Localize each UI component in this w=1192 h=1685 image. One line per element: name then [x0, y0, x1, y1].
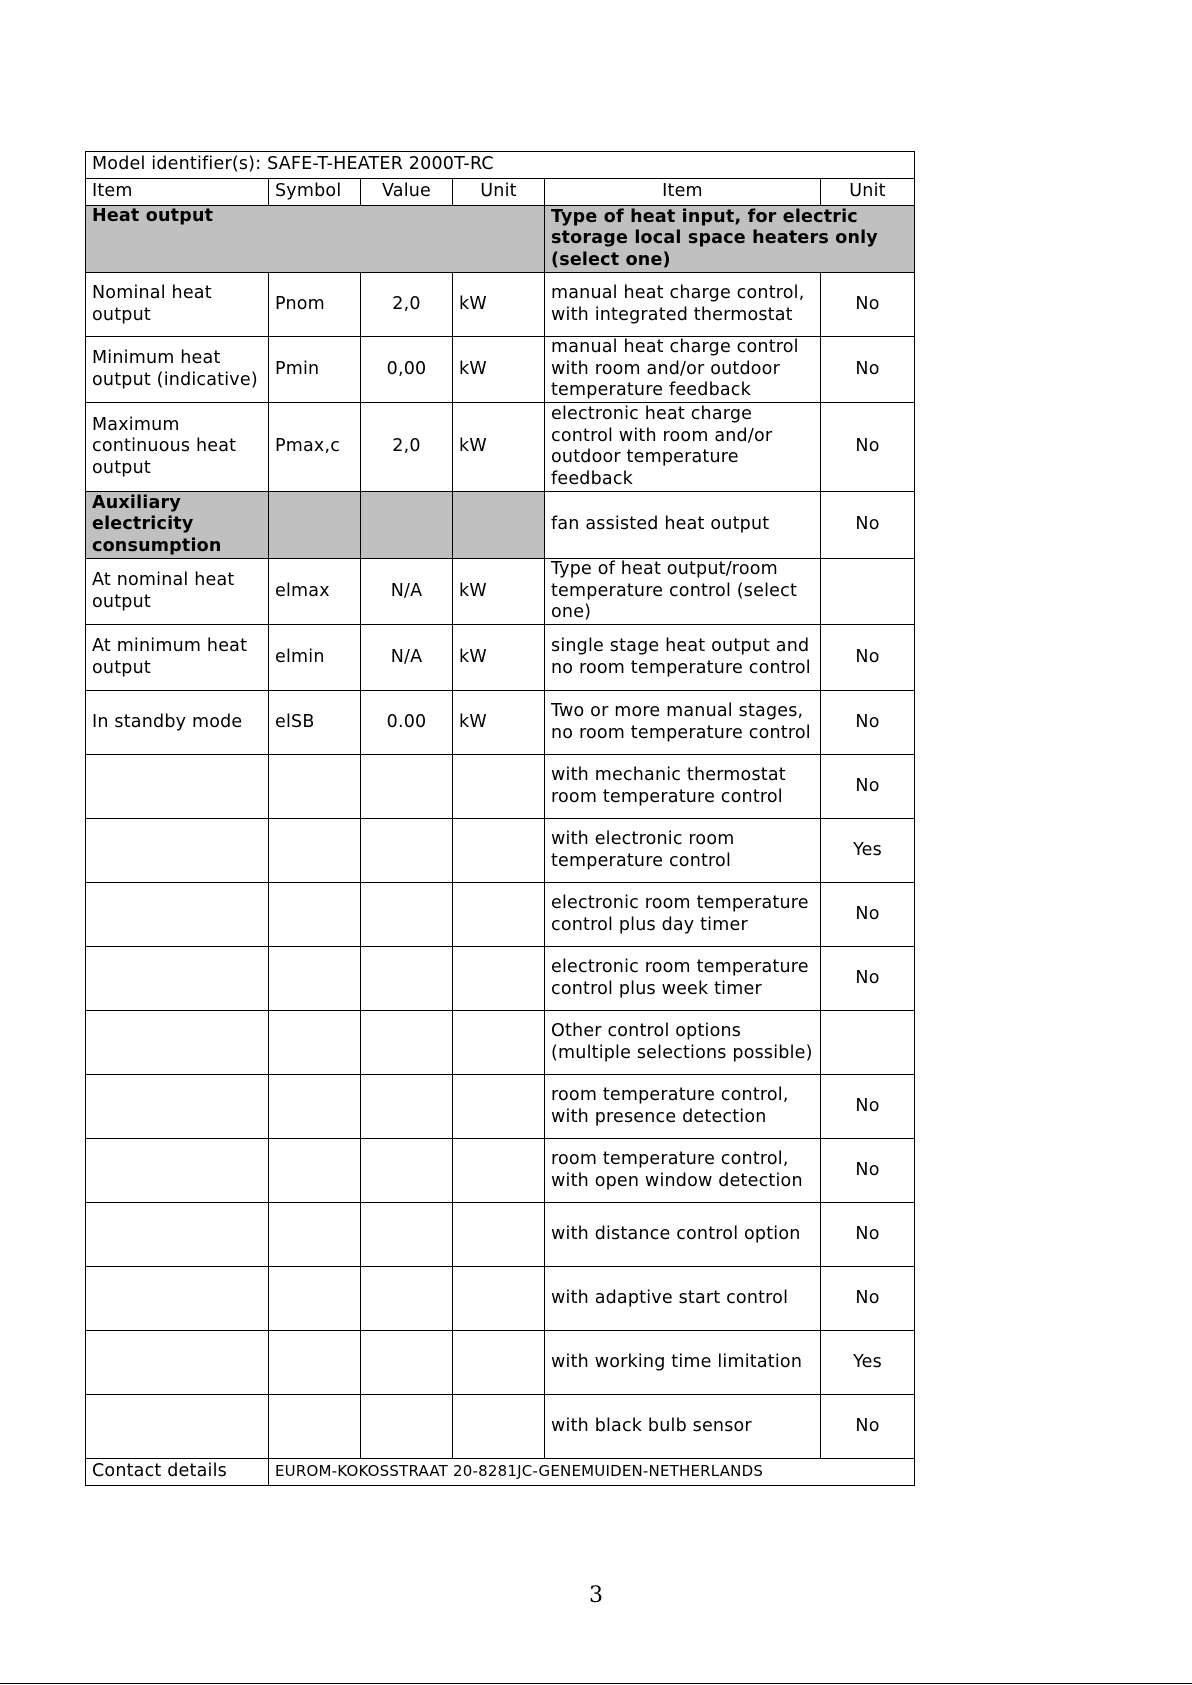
item-cell: At minimum heat output	[86, 625, 269, 691]
right-unit-cell: No	[821, 273, 915, 337]
empty-cell	[361, 1203, 453, 1267]
table-row	[86, 625, 915, 691]
empty-cell	[453, 819, 545, 883]
section-heat-input-type: Type of heat input, for electric storage local space heaters only (select one)	[545, 206, 915, 273]
empty-cell	[361, 1011, 453, 1075]
table-row	[86, 1139, 915, 1203]
empty-cell	[86, 1139, 269, 1203]
symbol-cell: elSB	[269, 691, 361, 755]
right-item-cell: electronic room temperature control plus day timer	[545, 883, 821, 947]
table-row	[86, 1395, 915, 1459]
empty-cell	[269, 819, 361, 883]
section-heat-output: Heat output	[86, 206, 545, 273]
empty-cell	[361, 1395, 453, 1459]
right-item-cell: manual heat charge control with room and/or outdoor temperature feedback	[545, 337, 821, 403]
table-row	[86, 691, 915, 755]
empty-cell	[361, 1331, 453, 1395]
symbol-cell: Pmin	[269, 337, 361, 403]
empty-cell	[453, 1011, 545, 1075]
table-row	[86, 403, 915, 492]
empty-cell	[86, 883, 269, 947]
table-row	[86, 337, 915, 403]
empty-cell	[86, 1075, 269, 1139]
right-unit-cell: No	[821, 755, 915, 819]
empty-cell	[361, 492, 453, 559]
right-unit-cell: No	[821, 1267, 915, 1331]
page-divider	[0, 1683, 1192, 1684]
empty-cell	[269, 1075, 361, 1139]
unit-cell: kW	[453, 337, 545, 403]
right-unit-cell: No	[821, 337, 915, 403]
contact-value: EUROM-KOKOSSTRAAT 20-8281JC-GENEMUIDEN-NETHERLANDS	[269, 1459, 915, 1486]
symbol-cell: elmin	[269, 625, 361, 691]
empty-cell	[453, 1075, 545, 1139]
right-unit-cell: No	[821, 947, 915, 1011]
unit-cell: kW	[453, 403, 545, 492]
right-item-cell: single stage heat output and no room temperature control	[545, 625, 821, 691]
empty-cell	[453, 755, 545, 819]
unit-cell: kW	[453, 273, 545, 337]
header-item: Item	[86, 179, 269, 206]
symbol-cell: Pmax,c	[269, 403, 361, 492]
right-unit-cell: Yes	[821, 1331, 915, 1395]
table-row	[86, 1331, 915, 1395]
empty-cell	[269, 755, 361, 819]
table-row	[86, 492, 915, 559]
unit-cell: kW	[453, 691, 545, 755]
right-unit-cell: No	[821, 883, 915, 947]
empty-cell	[86, 1011, 269, 1075]
contact-row	[86, 1459, 915, 1486]
empty-cell	[86, 1331, 269, 1395]
right-item-cell: manual heat charge control, with integrated thermostat	[545, 273, 821, 337]
right-item-cell: fan assisted heat output	[545, 492, 821, 559]
header-row	[86, 179, 915, 206]
empty-cell	[86, 947, 269, 1011]
right-item-cell: with working time limitation	[545, 1331, 821, 1395]
empty-cell	[361, 1075, 453, 1139]
table-row	[86, 1011, 915, 1075]
symbol-cell: elmax	[269, 559, 361, 625]
right-item-cell: room temperature control, with presence detection	[545, 1075, 821, 1139]
right-unit-cell: No	[821, 1203, 915, 1267]
table-row	[86, 1267, 915, 1331]
right-item-cell: with black bulb sensor	[545, 1395, 821, 1459]
empty-cell	[269, 1331, 361, 1395]
page-number: 3	[589, 1583, 603, 1608]
empty-cell	[453, 883, 545, 947]
right-unit-cell: No	[821, 625, 915, 691]
unit-cell: kW	[453, 559, 545, 625]
right-unit-cell: No	[821, 1139, 915, 1203]
value-cell: 2,0	[361, 273, 453, 337]
table-row	[86, 883, 915, 947]
symbol-cell: Pnom	[269, 273, 361, 337]
right-unit-cell: No	[821, 1075, 915, 1139]
right-unit-cell: No	[821, 492, 915, 559]
header-unit: Unit	[453, 179, 545, 206]
value-cell: 0,00	[361, 337, 453, 403]
empty-cell	[453, 1139, 545, 1203]
right-unit-cell	[821, 559, 915, 625]
empty-cell	[361, 1139, 453, 1203]
header-value: Value	[361, 179, 453, 206]
empty-cell	[453, 492, 545, 559]
section-auxiliary: Auxiliary electricity consumption	[86, 492, 269, 559]
item-cell: At nominal heat output	[86, 559, 269, 625]
product-info-table	[85, 151, 915, 1486]
empty-cell	[86, 1395, 269, 1459]
right-unit-cell: No	[821, 1395, 915, 1459]
model-identifier-cell	[86, 152, 915, 179]
model-label: Model identifier(s):	[92, 154, 262, 175]
right-item-cell: with mechanic thermostat room temperature control	[545, 755, 821, 819]
empty-cell	[269, 1267, 361, 1331]
empty-cell	[269, 883, 361, 947]
value-cell: N/A	[361, 625, 453, 691]
item-cell: In standby mode	[86, 691, 269, 755]
model-row	[86, 152, 915, 179]
empty-cell	[86, 1203, 269, 1267]
right-unit-cell: No	[821, 403, 915, 492]
empty-cell	[269, 1011, 361, 1075]
empty-cell	[453, 1267, 545, 1331]
table-row	[86, 819, 915, 883]
header-item-right: Item	[545, 179, 821, 206]
table-row	[86, 1203, 915, 1267]
empty-cell	[269, 1203, 361, 1267]
item-cell: Maximum continuous heat output	[86, 403, 269, 492]
header-symbol: Symbol	[269, 179, 361, 206]
right-unit-cell	[821, 1011, 915, 1075]
contact-label: Contact details	[86, 1459, 269, 1486]
right-item-cell: with distance control option	[545, 1203, 821, 1267]
right-item-cell: electronic heat charge control with room and/or outdoor temperature feedback	[545, 403, 821, 492]
right-item-cell: with adaptive start control	[545, 1267, 821, 1331]
section-row	[86, 206, 915, 273]
header-unit-right: Unit	[821, 179, 915, 206]
value-cell: 2,0	[361, 403, 453, 492]
right-unit-cell: Yes	[821, 819, 915, 883]
empty-cell	[453, 1331, 545, 1395]
empty-cell	[269, 492, 361, 559]
empty-cell	[361, 883, 453, 947]
value-cell: N/A	[361, 559, 453, 625]
empty-cell	[86, 1267, 269, 1331]
right-item-cell: Type of heat output/room temperature control (select one)	[545, 559, 821, 625]
empty-cell	[453, 1203, 545, 1267]
item-cell: Minimum heat output (indicative)	[86, 337, 269, 403]
empty-cell	[86, 755, 269, 819]
model-identifier: SAFE-T-HEATER 2000T-RC	[267, 154, 494, 175]
table-row	[86, 273, 915, 337]
right-item-cell: Other control options (multiple selections possible)	[545, 1011, 821, 1075]
empty-cell	[361, 819, 453, 883]
right-item-cell: with electronic room temperature control	[545, 819, 821, 883]
empty-cell	[86, 819, 269, 883]
table-row	[86, 947, 915, 1011]
right-item-cell: Two or more manual stages, no room temperature control	[545, 691, 821, 755]
right-unit-cell: No	[821, 691, 915, 755]
table-row	[86, 755, 915, 819]
empty-cell	[361, 755, 453, 819]
empty-cell	[453, 947, 545, 1011]
empty-cell	[453, 1395, 545, 1459]
empty-cell	[269, 1139, 361, 1203]
empty-cell	[361, 1267, 453, 1331]
empty-cell	[269, 1395, 361, 1459]
value-cell: 0.00	[361, 691, 453, 755]
empty-cell	[269, 947, 361, 1011]
unit-cell: kW	[453, 625, 545, 691]
table-row	[86, 1075, 915, 1139]
item-cell: Nominal heat output	[86, 273, 269, 337]
right-item-cell: room temperature control, with open window detection	[545, 1139, 821, 1203]
table-row	[86, 559, 915, 625]
right-item-cell: electronic room temperature control plus week timer	[545, 947, 821, 1011]
empty-cell	[361, 947, 453, 1011]
